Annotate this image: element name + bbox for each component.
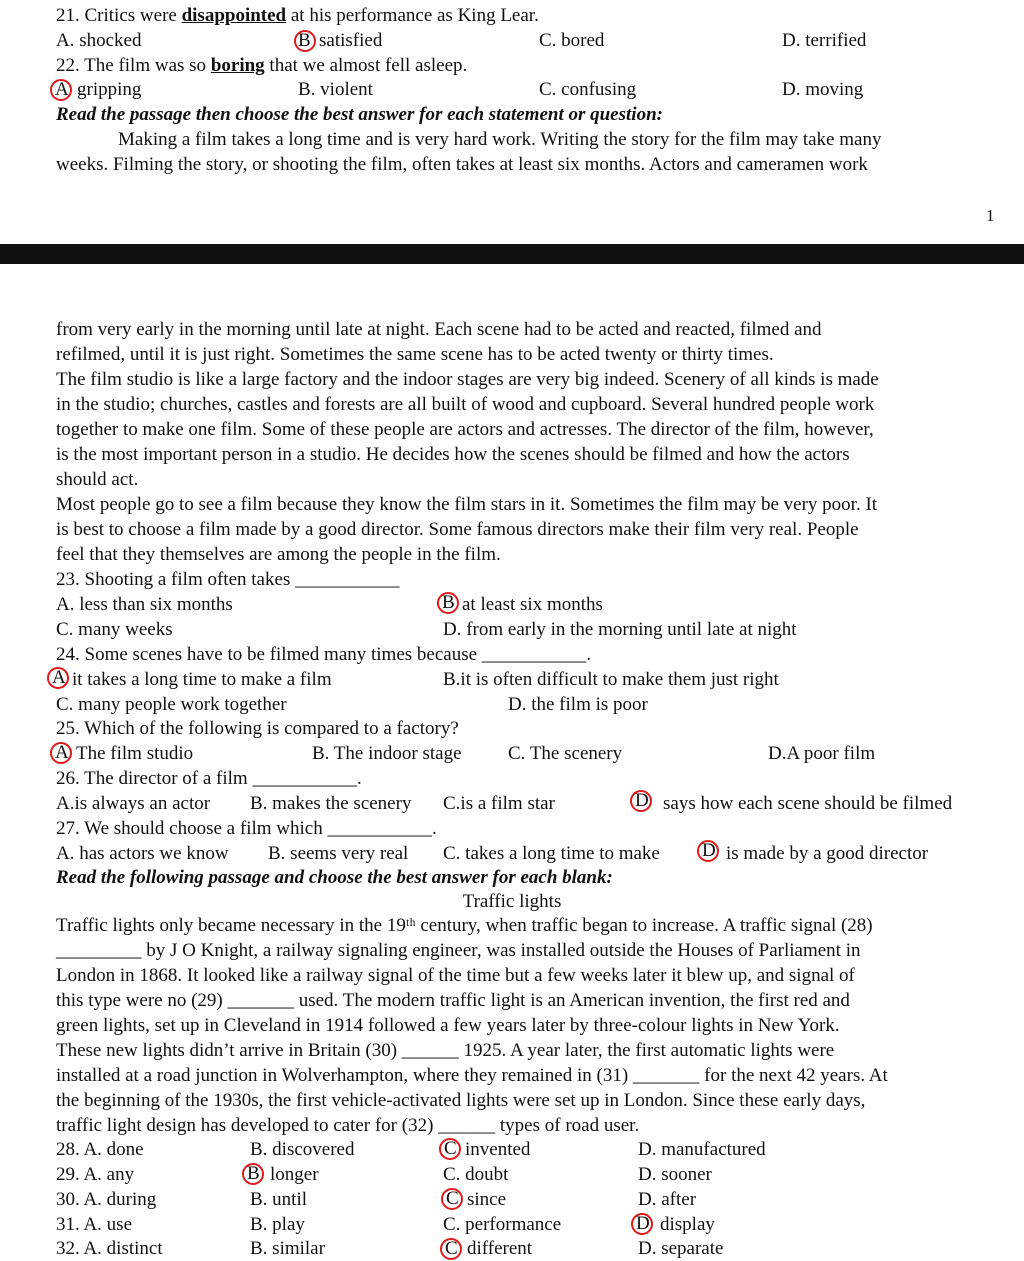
q26-option-a: A.is always an actor (56, 793, 211, 814)
q27-option-d-letter: D (702, 840, 716, 861)
q32-option-c: different (467, 1238, 533, 1259)
question-26: 26. The director of a film ___________. (56, 768, 362, 789)
passage-line: traffic light design has developed to cater for (32) ______ types of road user. (56, 1115, 640, 1136)
q31-option-b: B. play (250, 1214, 305, 1235)
passage-line: Traffic lights only became necessary in the 19ᵗʰ century, when traffic began to increase. A traffic signal (28) (56, 915, 873, 936)
q26-option-d: says how each scene should be filmed (663, 793, 953, 814)
q30-option-b: B. until (250, 1189, 308, 1210)
passage-line: _________ by J O Knight, a railway signaling engineer, was installed outside the Houses of Parliament in (56, 940, 861, 961)
q25-option-d: D.A poor film (768, 743, 876, 764)
passage-line: Most people go to see a film because they know the film stars in it. Sometimes the film may be very poor. It (56, 494, 878, 515)
q21-option-c: C. bored (539, 30, 605, 51)
q24-option-a: it takes a long time to make a film (72, 669, 332, 690)
q22-text-pre: 22. The film was so (56, 55, 211, 76)
q24-option-d: D. the film is poor (508, 694, 648, 715)
q22-option-c: C. confusing (539, 79, 637, 100)
passage-line: The film studio is like a large factory and the indoor stages are very big indeed. Scenery of all kinds is made (56, 369, 879, 390)
q22-option-a-letter: A (55, 79, 69, 100)
q24-option-a-letter: A (52, 667, 66, 688)
passage-line: in the studio; churches, castles and forests are all built of wood and cupboard. Several hundred people work (56, 394, 875, 415)
q21-text-pre: 21. Critics were (56, 5, 182, 26)
q21-keyword: disappointed (181, 5, 287, 26)
q23-option-c: C. many weeks (56, 619, 173, 640)
passage-line: refilmed, until it is just right. Sometimes the same scene has to be acted twenty or thirty times. (56, 344, 774, 365)
passage-line: this type were no (29) _______ used. The modern traffic light is an American invention, the first red and (56, 990, 850, 1011)
q23-option-d: D. from early in the morning until late at night (443, 619, 797, 640)
passage-line: green lights, set up in Cleveland in 1914 followed a few years later by three-colour lights in New York. (56, 1015, 840, 1036)
q31-option-a: 31. A. use (56, 1214, 132, 1235)
q28-option-d: D. manufactured (638, 1139, 766, 1160)
q30-option-c-letter: C (446, 1188, 459, 1209)
q28-option-c-letter: C (444, 1138, 457, 1159)
q25-option-c: C. The scenery (508, 743, 623, 764)
passage-line: is the most important person in a studio. He decides how the scenes should be filmed and how the actors (56, 444, 850, 465)
q27-option-c: C. takes a long time to make (443, 843, 660, 864)
question-21 (56, 4, 539, 28)
q28-option-b: B. discovered (250, 1139, 355, 1160)
q25-option-a-letter: A (55, 742, 69, 763)
q29-option-b-letter: B (247, 1163, 260, 1184)
q30-option-a: 30. A. during (56, 1189, 157, 1210)
passage-line: the beginning of the 1930s, the first vehicle-activated lights were set up in London. Since these early days, (56, 1090, 866, 1111)
passage-title: Traffic lights (462, 891, 562, 912)
question-22 (56, 54, 467, 78)
passage-line: installed at a road junction in Wolverhampton, where they remained in (31) _______ for the next 42 years. At (56, 1065, 888, 1086)
q32-option-b: B. similar (250, 1238, 325, 1259)
q27-option-b: B. seems very real (268, 843, 409, 864)
q32-option-c-letter: C (445, 1238, 458, 1259)
q22-option-d: D. moving (782, 79, 864, 100)
page-number: 1 (986, 206, 995, 225)
q31-option-c: C. performance (443, 1214, 562, 1235)
q26-option-d-letter: D (635, 790, 649, 811)
q21-text-post: at his performance as King Lear. (286, 5, 539, 26)
question-24: 24. Some scenes have to be filmed many times because ___________. (56, 644, 592, 665)
page-separator (0, 244, 1024, 264)
q22-option-a: gripping (77, 79, 142, 100)
q29-option-b: longer (270, 1164, 319, 1185)
q22-keyword: boring (210, 55, 265, 76)
q21-option-a: A. shocked (56, 30, 142, 51)
q28-option-c: invented (465, 1139, 531, 1160)
question-23: 23. Shooting a film often takes ___________ (56, 569, 400, 590)
passage-line: weeks. Filming the story, or shooting the film, often takes at least six months. Actors and cameramen work (56, 154, 868, 175)
q21-option-b-letter: B (298, 30, 311, 51)
section-instruction: Read the passage then choose the best answer for each statement or question: (56, 104, 663, 125)
q28-option-a: 28. A. done (56, 1139, 144, 1160)
q30-option-d: D. after (638, 1189, 697, 1210)
section-instruction: Read the following passage and choose the best answer for each blank: (56, 867, 613, 888)
question-27: 27. We should choose a film which ___________. (56, 818, 437, 839)
q21-option-d: D. terrified (782, 30, 867, 51)
q26-option-c: C.is a film star (443, 793, 555, 814)
q25-option-a: The film studio (76, 743, 194, 764)
q27-option-d: is made by a good director (726, 843, 929, 864)
q31-option-d-letter: D (636, 1213, 650, 1234)
q32-option-a: 32. A. distinct (56, 1238, 163, 1259)
q29-option-d: D. sooner (638, 1164, 712, 1185)
q21-option-b: satisfied (319, 30, 383, 51)
passage-line: feel that they themselves are among the people in the film. (56, 544, 501, 565)
q23-option-b: at least six months (462, 594, 603, 615)
passage-line: London in 1868. It looked like a railway signal of the time but a few weeks later it blew up, and signal of (56, 965, 855, 986)
q29-option-c: C. doubt (443, 1164, 509, 1185)
q27-option-a: A. has actors we know (56, 843, 229, 864)
passage-line: is best to choose a film made by a good director. Some famous directors make their film very real. People (56, 519, 859, 540)
q22-text-post: that we almost fell asleep. (264, 55, 468, 76)
q29-option-a: 29. A. any (56, 1164, 135, 1185)
q22-option-b: B. violent (298, 79, 373, 100)
q30-option-c: since (467, 1189, 507, 1210)
q24-option-c: C. many people work together (56, 694, 287, 715)
passage-line: These new lights didn’t arrive in Britain (30) ______ 1925. A year later, the first automatic lights were (56, 1040, 835, 1061)
q23-option-b-letter: B (442, 592, 455, 613)
q31-option-d: display (660, 1214, 715, 1235)
q25-option-b: B. The indoor stage (312, 743, 462, 764)
passage-line: Making a film takes a long time and is very hard work. Writing the story for the film may take many (118, 129, 882, 150)
q23-option-a: A. less than six months (56, 594, 233, 615)
q24-option-b: B.it is often difficult to make them just right (443, 669, 779, 690)
q32-option-d: D. separate (638, 1238, 724, 1259)
passage-line: should act. (56, 469, 139, 490)
passage-line: from very early in the morning until late at night. Each scene had to be acted and reacted, filmed and (56, 319, 822, 340)
question-25: 25. Which of the following is compared to a factory? (56, 718, 459, 739)
passage-line: together to make one film. Some of these people are actors and actresses. The director of the film, however, (56, 419, 874, 440)
q26-option-b: B. makes the scenery (250, 793, 412, 814)
